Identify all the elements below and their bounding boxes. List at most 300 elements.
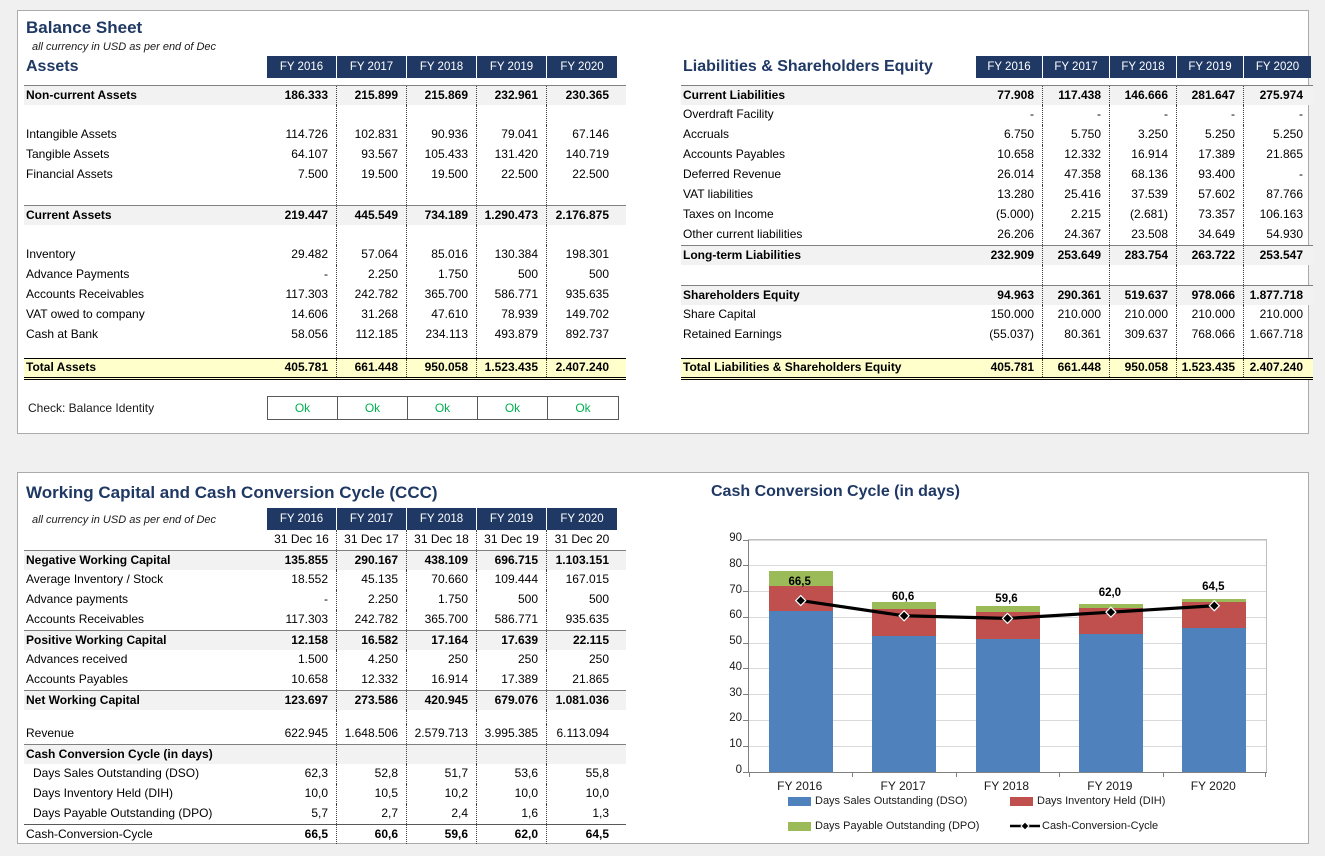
cell-value: 290.167 <box>337 551 407 570</box>
ccc-marker <box>1003 613 1013 623</box>
row-label: Intangible Assets <box>26 127 117 141</box>
cell-value: 25.416 <box>1043 185 1110 205</box>
cell-value <box>407 185 477 205</box>
table-row <box>24 784 626 804</box>
cell-value: 47.610 <box>407 305 477 325</box>
cell-value: 10,5 <box>337 784 407 804</box>
cell-value: 1.648.506 <box>337 724 407 744</box>
y-tick-label: 10 <box>729 738 742 751</box>
table-row <box>681 205 1313 225</box>
cell-value: (5.000) <box>976 205 1043 225</box>
cell-value: 253.547 <box>1259 248 1303 262</box>
cell-value: 2.407.240 <box>1249 360 1303 374</box>
cell-value: 1.667.718 <box>1249 327 1303 341</box>
cell-value: 210.000 <box>1177 305 1244 325</box>
cell-value: 12.158 <box>267 631 337 650</box>
row-label: Current Assets <box>26 208 112 222</box>
cell-value: 365.700 <box>407 285 477 305</box>
row-label: Long-term Liabilities <box>683 248 802 262</box>
chart-plot-area <box>748 539 1267 773</box>
row-label: Total Assets <box>26 360 97 374</box>
cell-value: 250 <box>407 650 477 670</box>
cell-value <box>547 745 617 764</box>
table-row <box>24 265 626 285</box>
table-row <box>24 185 626 205</box>
cell-value: 232.909 <box>976 246 1043 265</box>
year-header: FY 2016 <box>976 56 1043 78</box>
cell-value: 232.961 <box>477 86 547 105</box>
cell-value <box>337 185 407 205</box>
legend-item <box>1010 795 1232 807</box>
cell-value: 17.389 <box>1177 145 1244 165</box>
table-row <box>24 610 626 630</box>
cell-value: 4.250 <box>337 650 407 670</box>
cell-value <box>337 710 407 724</box>
cell-value: 2.579.713 <box>407 724 477 744</box>
table-row <box>24 305 626 325</box>
cell-value: 405.781 <box>267 359 337 377</box>
table-row <box>681 125 1313 145</box>
cell-value <box>1244 265 1311 285</box>
cell-value: 77.908 <box>976 86 1043 105</box>
table-row <box>24 165 626 185</box>
x-axis-label: FY 2017 <box>880 779 926 793</box>
cell-value <box>976 265 1043 285</box>
table-row <box>24 724 626 744</box>
legend-label: Days Sales Outstanding (DSO) <box>815 795 968 807</box>
table-row <box>24 650 626 670</box>
cell-value: 62,0 <box>477 825 547 844</box>
row-label: Accounts Payables <box>683 147 786 161</box>
balance-check-value: Ok <box>268 397 338 419</box>
cell-value <box>267 345 337 358</box>
cell-value: 94.963 <box>976 286 1043 305</box>
row-label: Overdraft Facility <box>683 107 774 121</box>
cell-value: 23.508 <box>1110 225 1177 245</box>
cell-value <box>976 345 1043 358</box>
cell-value <box>1244 345 1311 358</box>
cell-value: 31 Dec 16 <box>267 530 337 550</box>
cell-value: 273.586 <box>337 691 407 710</box>
cell-value: 17.389 <box>477 670 547 690</box>
balance-check-value: Ok <box>408 397 478 419</box>
row-label: Revenue <box>26 726 75 740</box>
cell-value: 130.384 <box>477 245 547 265</box>
cell-value <box>547 225 617 245</box>
cell-value <box>267 745 337 764</box>
cell-value: 149.702 <box>565 307 609 321</box>
cell-value: 1.750 <box>407 590 477 610</box>
cell-value <box>547 710 617 724</box>
table-row <box>681 85 1313 105</box>
row-label: Net Working Capital <box>26 693 140 707</box>
cell-value: 1.750 <box>407 265 477 285</box>
legend-row <box>788 820 1232 832</box>
row-label: VAT liabilities <box>683 187 754 201</box>
cell-value: 135.855 <box>267 551 337 570</box>
row-label <box>681 265 976 285</box>
legend-item <box>788 795 1010 807</box>
cell-value: 117.303 <box>267 285 337 305</box>
year-header: FY 2017 <box>337 56 407 78</box>
table-row <box>24 764 626 784</box>
cell-value: 234.113 <box>407 325 477 345</box>
cell-value: 79.041 <box>477 125 547 145</box>
cell-value: 54.930 <box>1266 227 1303 241</box>
cell-value <box>547 185 617 205</box>
cell-value: 60,6 <box>337 825 407 844</box>
cell-value: 22.115 <box>572 633 609 647</box>
table-row <box>24 125 626 145</box>
ccc-marker <box>1209 601 1219 611</box>
cell-value: 2.250 <box>337 265 407 285</box>
ccc-line-series <box>749 540 1266 772</box>
cell-value: 52,8 <box>337 764 407 784</box>
table-row <box>24 85 626 105</box>
cell-value <box>267 105 337 125</box>
cell-value: 47.358 <box>1043 165 1110 185</box>
cell-value: 1.290.473 <box>477 206 547 225</box>
cell-value: 3.250 <box>1110 125 1177 145</box>
cell-value: 12.332 <box>337 670 407 690</box>
y-tick-label: 50 <box>729 635 742 648</box>
table-row <box>681 325 1313 345</box>
currency-note: all currency in USD as per end of Dec <box>32 41 217 53</box>
cell-value <box>267 225 337 245</box>
cell-value: 167.015 <box>565 572 609 586</box>
cell-value: - <box>1177 105 1244 125</box>
cell-value: 31 Dec 19 <box>477 530 547 550</box>
table-row <box>24 345 626 358</box>
cell-value: 250 <box>588 652 609 666</box>
y-tick-label: 80 <box>729 557 742 570</box>
cell-value: 210.000 <box>1043 305 1110 325</box>
row-label: Inventory <box>26 247 76 261</box>
cell-value: 186.333 <box>267 86 337 105</box>
cell-value: 66,5 <box>267 825 337 844</box>
year-header: FY 2020 <box>547 56 617 78</box>
cell-value: 22.500 <box>477 165 547 185</box>
cell-value <box>547 105 617 125</box>
cell-value <box>267 185 337 205</box>
cell-value: 59,6 <box>407 825 477 844</box>
cell-value: 6.113.094 <box>556 726 609 740</box>
cell-value <box>407 710 477 724</box>
row-label <box>24 105 267 125</box>
legend-label: Days Payable Outstanding (DPO) <box>815 820 980 832</box>
cell-value: 31 Dec 20 <box>554 532 610 546</box>
cell-value: 102.831 <box>337 125 407 145</box>
table-header-label: Assets <box>26 58 79 75</box>
x-axis-tick <box>852 773 853 777</box>
row-label: Tangible Assets <box>26 147 110 161</box>
cell-value: 10,0 <box>585 786 609 800</box>
cell-value: 5.250 <box>1177 125 1244 145</box>
cell-value: 78.939 <box>477 305 547 325</box>
cell-value: 1.523.435 <box>1177 359 1244 377</box>
cell-value <box>267 710 337 724</box>
cell-value: 58.056 <box>267 325 337 345</box>
cell-value: 500 <box>588 592 609 606</box>
row-label: Advance Payments <box>26 267 130 281</box>
legend-swatch <box>788 822 811 831</box>
table-header-row <box>681 56 1313 78</box>
table-row <box>24 804 626 824</box>
cell-value <box>477 105 547 125</box>
cell-value: 950.058 <box>407 359 477 377</box>
data-label: 59,6 <box>995 593 1018 606</box>
cell-value: 19.500 <box>337 165 407 185</box>
cell-value: 5.750 <box>1043 125 1110 145</box>
cell-value <box>1043 265 1110 285</box>
cell-value: 73.357 <box>1177 205 1244 225</box>
row-label: Positive Working Capital <box>26 633 167 647</box>
cell-value: 215.899 <box>337 86 407 105</box>
cell-value: 93.400 <box>1177 165 1244 185</box>
y-tick-label: 90 <box>729 532 742 544</box>
cell-value: 438.109 <box>407 551 477 570</box>
cell-value: 16.914 <box>1110 145 1177 165</box>
cell-value: 67.146 <box>572 127 609 141</box>
balance-sheet-title: Balance Sheet <box>26 18 143 37</box>
cell-value: (2.681) <box>1110 205 1177 225</box>
cell-value: 31 Dec 17 <box>337 530 407 550</box>
assets-table <box>24 56 626 380</box>
cell-value: 14.606 <box>267 305 337 325</box>
cell-value <box>1110 345 1177 358</box>
table-body <box>24 530 626 844</box>
cell-value: 62,3 <box>267 764 337 784</box>
cell-value: 3.995.385 <box>477 724 547 744</box>
cell-value: 16.914 <box>407 670 477 690</box>
x-axis-tick <box>1163 773 1164 777</box>
x-axis-label: FY 2016 <box>777 779 823 793</box>
cell-value <box>337 345 407 358</box>
table-row <box>681 145 1313 165</box>
cell-value: 586.771 <box>477 610 547 630</box>
year-header: FY 2018 <box>407 508 477 530</box>
row-label: Advances received <box>26 652 128 666</box>
row-label: Financial Assets <box>26 167 113 181</box>
cell-value: 85.016 <box>407 245 477 265</box>
legend-label: Cash-Conversion-Cycle <box>1042 820 1159 832</box>
cell-value: 31 Dec 18 <box>407 530 477 550</box>
cell-value <box>477 225 547 245</box>
cell-value <box>477 345 547 358</box>
row-label: Days Payable Outstanding (DPO) <box>33 806 213 820</box>
cell-value: 242.782 <box>337 285 407 305</box>
cell-value: 5.250 <box>1272 127 1303 141</box>
cell-value: 2.215 <box>1043 205 1110 225</box>
table-row <box>24 145 626 165</box>
cell-value: 70.660 <box>407 570 477 590</box>
cell-value: 1.523.435 <box>477 359 547 377</box>
row-label <box>681 345 976 358</box>
cell-value: 283.754 <box>1110 246 1177 265</box>
working-capital-title: Working Capital and Cash Conversion Cycle (CCC) <box>26 483 438 502</box>
table-row <box>24 550 626 570</box>
cell-value: 24.367 <box>1043 225 1110 245</box>
cell-value: 5,7 <box>267 804 337 824</box>
balance-sheet-panel <box>17 10 1309 434</box>
cell-value: 365.700 <box>407 610 477 630</box>
cell-value <box>547 345 617 358</box>
cell-value: 112.185 <box>337 325 407 345</box>
x-axis-tick <box>956 773 957 777</box>
working-capital-table-block <box>24 479 626 844</box>
cell-value: 19.500 <box>407 165 477 185</box>
table-header-label: Liabilities & Shareholders Equity <box>683 58 933 75</box>
row-label: Cash Conversion Cycle (in days) <box>26 747 213 761</box>
working-capital-table <box>24 508 626 844</box>
legend-item <box>1010 820 1232 832</box>
cell-value: 445.549 <box>337 206 407 225</box>
cell-value: 215.869 <box>407 86 477 105</box>
year-header: FY 2017 <box>1043 56 1110 78</box>
row-label: Shareholders Equity <box>683 288 800 302</box>
cell-value: 10.658 <box>267 670 337 690</box>
ccc-marker <box>796 596 806 606</box>
cell-value: 2.176.875 <box>555 208 609 222</box>
legend-swatch <box>1010 797 1033 806</box>
cell-value: 661.448 <box>337 359 407 377</box>
cell-value: 34.649 <box>1177 225 1244 245</box>
table-row <box>681 358 1313 380</box>
cell-value: 950.058 <box>1110 359 1177 377</box>
table-row <box>681 245 1313 265</box>
table-row <box>681 165 1313 185</box>
y-tick-label: 70 <box>729 583 742 596</box>
cell-value: 6.750 <box>976 125 1043 145</box>
cell-value: 586.771 <box>477 285 547 305</box>
ccc-marker <box>899 611 909 621</box>
cell-value: 1,6 <box>477 804 547 824</box>
table-row <box>24 570 626 590</box>
balance-check-value: Ok <box>575 401 591 415</box>
row-label: Retained Earnings <box>683 327 782 341</box>
cell-value: 18.552 <box>267 570 337 590</box>
cell-value: 493.879 <box>477 325 547 345</box>
cell-value: 2.250 <box>337 590 407 610</box>
data-label: 62,0 <box>1098 587 1122 600</box>
cell-value: 146.666 <box>1110 86 1177 105</box>
year-header: FY 2020 <box>1244 56 1311 78</box>
cell-value <box>407 225 477 245</box>
cell-value <box>337 225 407 245</box>
x-axis-label: FY 2020 <box>1190 779 1236 793</box>
table-row <box>24 225 626 245</box>
assets-table-block <box>24 14 626 420</box>
cell-value: 263.722 <box>1177 246 1244 265</box>
table-row <box>24 325 626 345</box>
cell-value: 90.936 <box>407 125 477 145</box>
cell-value: 109.444 <box>477 570 547 590</box>
cell-value: 17.639 <box>477 631 547 650</box>
table-row <box>681 345 1313 358</box>
cell-value: 31.268 <box>337 305 407 325</box>
cell-value: 892.737 <box>565 327 609 341</box>
year-header: FY 2019 <box>477 508 547 530</box>
cell-value: 93.567 <box>337 145 407 165</box>
cell-value: 696.715 <box>477 551 547 570</box>
cell-value: 105.433 <box>407 145 477 165</box>
cell-value: 51,7 <box>407 764 477 784</box>
cell-value: 734.189 <box>407 206 477 225</box>
cell-value: 275.974 <box>1259 88 1303 102</box>
row-label <box>24 710 267 724</box>
cell-value: 37.539 <box>1110 185 1177 205</box>
table-row <box>681 105 1313 125</box>
cell-value: 2,7 <box>337 804 407 824</box>
table-row <box>681 265 1313 285</box>
row-label: Advance payments <box>26 592 129 606</box>
row-label: Share Capital <box>683 307 756 321</box>
table-header-row <box>24 56 626 78</box>
year-header: FY 2018 <box>1110 56 1177 78</box>
cell-value: 978.066 <box>1177 286 1244 305</box>
x-axis-tick <box>749 773 750 777</box>
x-axis-label: FY 2019 <box>1087 779 1133 793</box>
cell-value: 309.637 <box>1110 325 1177 345</box>
row-label: Negative Working Capital <box>26 553 171 567</box>
cell-value: 661.448 <box>1043 359 1110 377</box>
y-tick-label: 0 <box>735 764 742 776</box>
year-header: FY 2019 <box>477 56 547 78</box>
cell-value <box>407 745 477 764</box>
x-axis-tick <box>1265 773 1266 777</box>
table-row <box>24 105 626 125</box>
cell-value: 123.697 <box>267 691 337 710</box>
table-row <box>24 690 626 710</box>
cell-value: 117.303 <box>267 610 337 630</box>
working-capital-panel <box>17 472 1309 844</box>
cell-value: 250 <box>477 650 547 670</box>
cell-value: 290.361 <box>1043 286 1110 305</box>
table-row <box>681 225 1313 245</box>
x-axis-line <box>748 772 1267 773</box>
cell-value: 29.482 <box>267 245 337 265</box>
cell-value <box>477 185 547 205</box>
data-label: 60,6 <box>891 590 915 603</box>
ccc-marker <box>1106 607 1116 617</box>
row-label: Deferred Revenue <box>683 167 782 181</box>
check-label: Check: Balance Identity <box>28 401 155 415</box>
row-label: Accounts Receivables <box>26 287 145 301</box>
table-row <box>24 710 626 724</box>
table-row <box>24 285 626 305</box>
balance-check-value: Ok <box>338 397 408 419</box>
cell-value: 17.164 <box>407 631 477 650</box>
cell-value: 281.647 <box>1177 86 1244 105</box>
legend-line-marker-icon <box>1010 821 1040 831</box>
row-label: Accounts Receivables <box>26 612 145 626</box>
cell-value: 21.865 <box>572 672 609 686</box>
chart-title: Cash Conversion Cycle (in days) <box>711 483 960 500</box>
cell-value <box>1177 265 1244 285</box>
cell-value: 679.076 <box>477 691 547 710</box>
y-tick-label: 60 <box>729 609 742 622</box>
cell-value: 1,3 <box>592 806 609 820</box>
cell-value <box>1043 345 1110 358</box>
cell-value: 12.332 <box>1043 145 1110 165</box>
table-header-row <box>24 508 626 530</box>
row-label <box>24 225 267 245</box>
cell-value: 10.658 <box>976 145 1043 165</box>
cell-value: - <box>1299 167 1303 181</box>
cell-value: - <box>1299 107 1303 121</box>
year-header: FY 2017 <box>337 508 407 530</box>
table-row <box>681 305 1313 325</box>
